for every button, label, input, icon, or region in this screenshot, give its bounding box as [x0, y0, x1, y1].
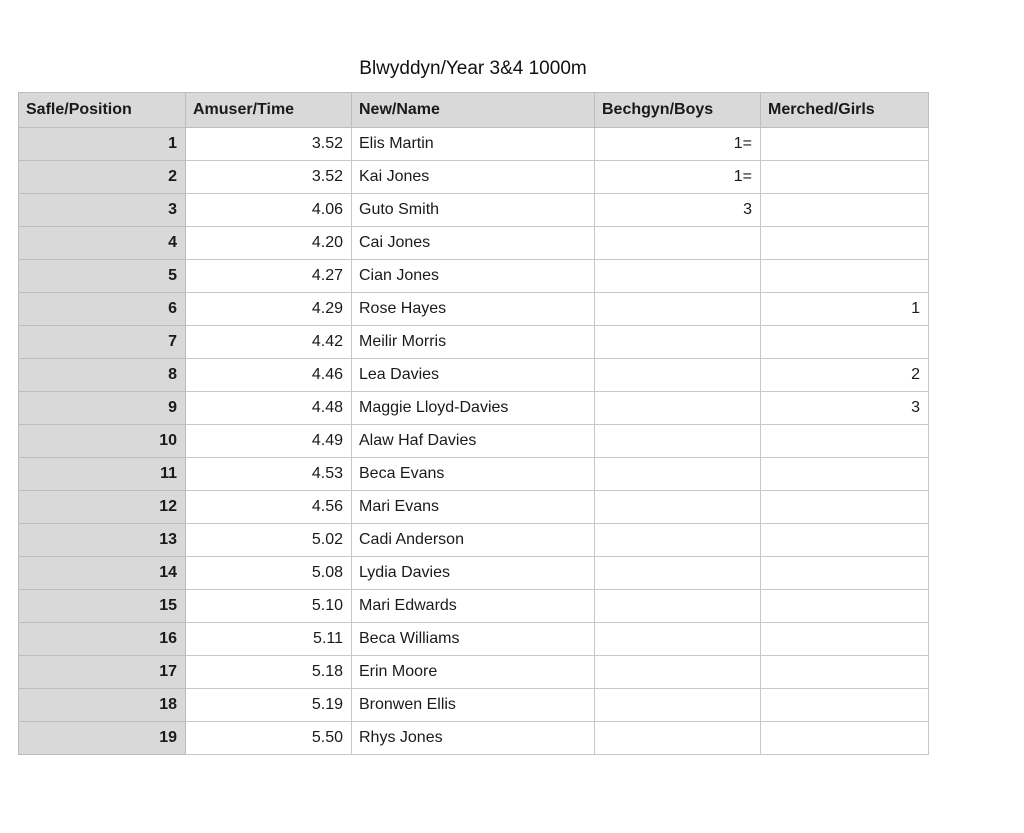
cell-girls-rank[interactable]: [761, 326, 929, 359]
cell-time[interactable]: 4.46: [186, 359, 352, 392]
cell-boys-rank[interactable]: [595, 524, 761, 557]
cell-position[interactable]: 10: [19, 425, 186, 458]
cell-position[interactable]: 3: [19, 194, 186, 227]
cell-time[interactable]: 3.52: [186, 161, 352, 194]
cell-name[interactable]: Mari Evans: [352, 491, 595, 524]
cell-time[interactable]: 5.11: [186, 623, 352, 656]
table-row: [19, 392, 929, 425]
cell-boys-rank[interactable]: [595, 491, 761, 524]
cell-girls-rank[interactable]: [761, 590, 929, 623]
cell-girls-rank[interactable]: [761, 458, 929, 491]
cell-time[interactable]: 5.02: [186, 524, 352, 557]
cell-name[interactable]: Rose Hayes: [352, 293, 595, 326]
cell-position[interactable]: 19: [19, 722, 186, 755]
header-row: [19, 93, 929, 128]
cell-girls-rank[interactable]: [761, 260, 929, 293]
cell-name[interactable]: Erin Moore: [352, 656, 595, 689]
table-row: [19, 227, 929, 260]
cell-boys-rank[interactable]: 1=: [595, 128, 761, 161]
document-title: Blwyddyn/Year 3&4 1000m: [359, 58, 587, 79]
cell-boys-rank[interactable]: [595, 359, 761, 392]
cell-boys-rank[interactable]: [595, 326, 761, 359]
cell-position[interactable]: 9: [19, 392, 186, 425]
cell-boys-rank[interactable]: [595, 557, 761, 590]
cell-name[interactable]: Lydia Davies: [352, 557, 595, 590]
cell-time[interactable]: 4.42: [186, 326, 352, 359]
table-row: [19, 359, 929, 392]
cell-time[interactable]: 4.20: [186, 227, 352, 260]
cell-girls-rank[interactable]: [761, 722, 929, 755]
cell-time[interactable]: 5.19: [186, 689, 352, 722]
cell-position[interactable]: 6: [19, 293, 186, 326]
cell-name[interactable]: Cadi Anderson: [352, 524, 595, 557]
cell-girls-rank[interactable]: [761, 161, 929, 194]
cell-girls-rank[interactable]: [761, 557, 929, 590]
cell-position[interactable]: 7: [19, 326, 186, 359]
cell-time[interactable]: 4.27: [186, 260, 352, 293]
cell-time[interactable]: 4.48: [186, 392, 352, 425]
table-row: [19, 458, 929, 491]
cell-position[interactable]: 17: [19, 656, 186, 689]
cell-position[interactable]: 14: [19, 557, 186, 590]
cell-name[interactable]: Rhys Jones: [352, 722, 595, 755]
header-name[interactable]: New/Name: [352, 93, 595, 128]
cell-time[interactable]: 5.50: [186, 722, 352, 755]
cell-boys-rank[interactable]: [595, 425, 761, 458]
table-row: [19, 656, 929, 689]
table-row: [19, 260, 929, 293]
cell-time[interactable]: 4.49: [186, 425, 352, 458]
cell-girls-rank[interactable]: [761, 656, 929, 689]
cell-name[interactable]: Maggie Lloyd-Davies: [352, 392, 595, 425]
table-row: [19, 722, 929, 755]
table-row: [19, 194, 929, 227]
table-row: [19, 491, 929, 524]
header-position[interactable]: Safle/Position: [19, 93, 186, 128]
cell-position[interactable]: 18: [19, 689, 186, 722]
cell-time[interactable]: 5.18: [186, 656, 352, 689]
cell-boys-rank[interactable]: 3: [595, 194, 761, 227]
cell-girls-rank[interactable]: [761, 194, 929, 227]
cell-position[interactable]: 16: [19, 623, 186, 656]
cell-name[interactable]: Beca Williams: [352, 623, 595, 656]
cell-position[interactable]: 5: [19, 260, 186, 293]
cell-time[interactable]: 4.56: [186, 491, 352, 524]
cell-boys-rank[interactable]: [595, 722, 761, 755]
table-header: [19, 93, 929, 128]
cell-girls-rank[interactable]: 2: [761, 359, 929, 392]
table-row: [19, 161, 929, 194]
cell-girls-rank[interactable]: [761, 425, 929, 458]
table-row: [19, 293, 929, 326]
header-time[interactable]: Amuser/Time: [186, 93, 352, 128]
table-row: [19, 524, 929, 557]
cell-boys-rank[interactable]: [595, 590, 761, 623]
cell-position[interactable]: 1: [19, 128, 186, 161]
cell-boys-rank[interactable]: [595, 458, 761, 491]
header-boys[interactable]: Bechgyn/Boys: [595, 93, 761, 128]
cell-name[interactable]: Kai Jones: [352, 161, 595, 194]
cell-name[interactable]: Mari Edwards: [352, 590, 595, 623]
table-row: [19, 623, 929, 656]
table-row: [19, 590, 929, 623]
cell-time[interactable]: 3.52: [186, 128, 352, 161]
cell-boys-rank[interactable]: [595, 656, 761, 689]
cell-boys-rank[interactable]: [595, 260, 761, 293]
cell-position[interactable]: 4: [19, 227, 186, 260]
cell-time[interactable]: 5.08: [186, 557, 352, 590]
cell-position[interactable]: 12: [19, 491, 186, 524]
cell-boys-rank[interactable]: [595, 392, 761, 425]
cell-time[interactable]: 5.10: [186, 590, 352, 623]
table-row: [19, 128, 929, 161]
header-girls[interactable]: Merched/Girls: [761, 93, 929, 128]
cell-position[interactable]: 15: [19, 590, 186, 623]
cell-boys-rank[interactable]: [595, 227, 761, 260]
table-row: [19, 689, 929, 722]
cell-name[interactable]: Meilir Morris: [352, 326, 595, 359]
cell-name[interactable]: Beca Evans: [352, 458, 595, 491]
cell-boys-rank[interactable]: 1=: [595, 161, 761, 194]
cell-girls-rank[interactable]: [761, 689, 929, 722]
cell-name[interactable]: Elis Martin: [352, 128, 595, 161]
cell-girls-rank[interactable]: [761, 227, 929, 260]
cell-boys-rank[interactable]: [595, 293, 761, 326]
cell-girls-rank[interactable]: [761, 491, 929, 524]
table-row: [19, 425, 929, 458]
cell-name[interactable]: Guto Smith: [352, 194, 595, 227]
cell-time[interactable]: 4.29: [186, 293, 352, 326]
cell-boys-rank[interactable]: [595, 689, 761, 722]
cell-position[interactable]: 8: [19, 359, 186, 392]
cell-name[interactable]: Cian Jones: [352, 260, 595, 293]
cell-time[interactable]: 4.53: [186, 458, 352, 491]
cell-girls-rank[interactable]: [761, 524, 929, 557]
cell-position[interactable]: 11: [19, 458, 186, 491]
cell-girls-rank[interactable]: 1: [761, 293, 929, 326]
cell-girls-rank[interactable]: 3: [761, 392, 929, 425]
cell-position[interactable]: 13: [19, 524, 186, 557]
cell-position[interactable]: 2: [19, 161, 186, 194]
table-row: [19, 557, 929, 590]
cell-name[interactable]: Cai Jones: [352, 227, 595, 260]
cell-time[interactable]: 4.06: [186, 194, 352, 227]
cell-name[interactable]: Bronwen Ellis: [352, 689, 595, 722]
table-body: [19, 128, 929, 755]
cell-name[interactable]: Lea Davies: [352, 359, 595, 392]
table-row: [19, 326, 929, 359]
results-table: [18, 92, 929, 755]
cell-girls-rank[interactable]: [761, 128, 929, 161]
cell-name[interactable]: Alaw Haf Davies: [352, 425, 595, 458]
cell-boys-rank[interactable]: [595, 623, 761, 656]
cell-girls-rank[interactable]: [761, 623, 929, 656]
